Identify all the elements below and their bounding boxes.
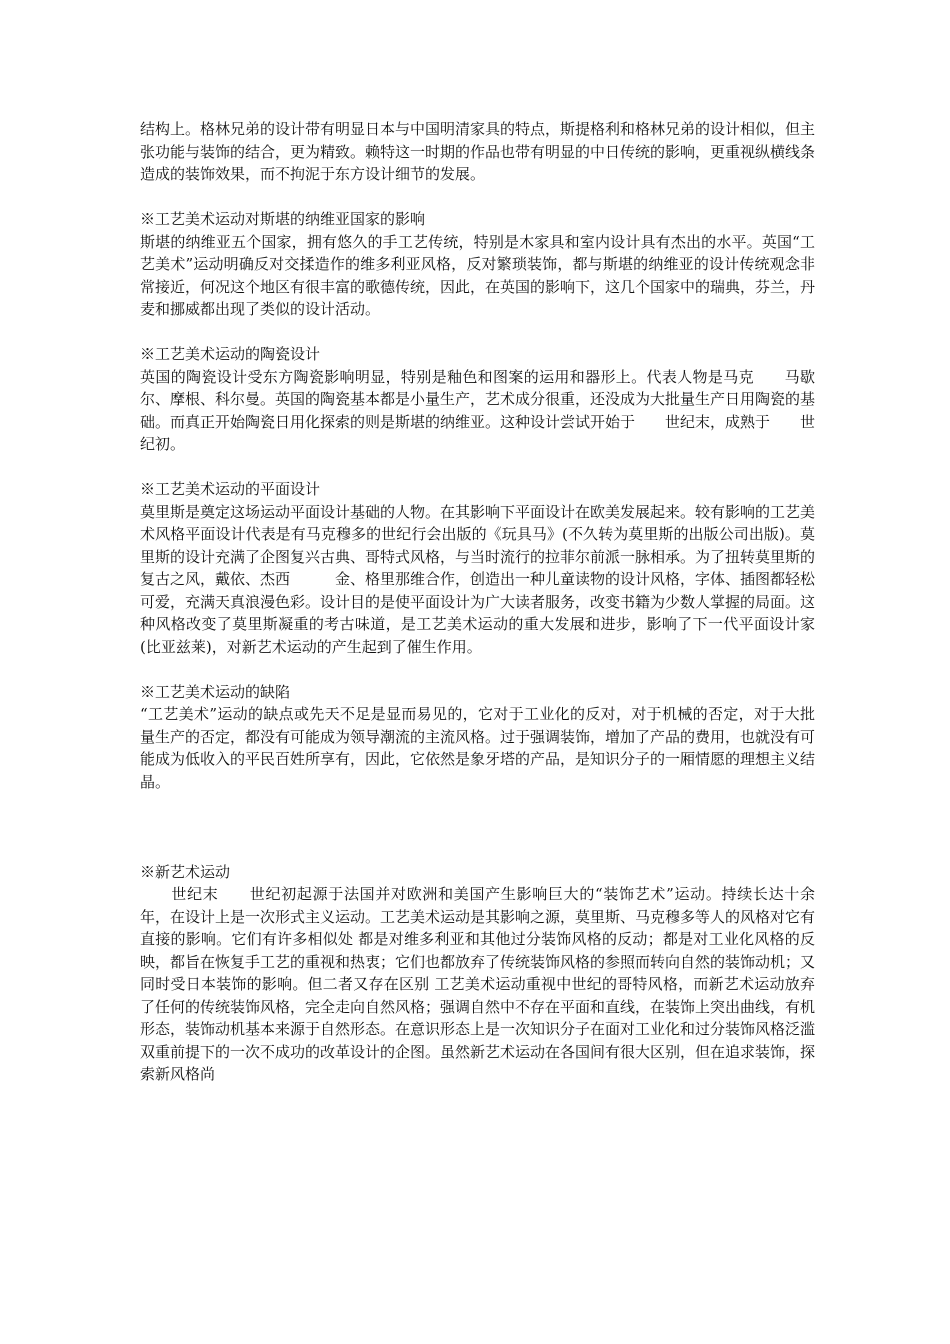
document-body <box>140 118 815 1086</box>
paragraph-spacer <box>140 456 815 479</box>
paragraph-spacer <box>140 321 815 344</box>
section-heading-shortcomings: ※工艺美术运动的缺陷 <box>140 682 291 701</box>
section-heading-art-nouveau: ※新艺术运动 <box>140 862 231 881</box>
paragraph-spacer <box>140 186 815 209</box>
paragraph-scandinavia: 斯堪的纳维亚五个国家，拥有悠久的手工艺传统，特别是木家具和室内设计具有杰出的水平。英国“工艺美术”运动明确反对交揉造作的维多利亚风格，反对繁琐装饰，都与斯堪的纳维亚的设计传统观念非常接近，何况这个地区有很丰富的歌德传统，因此，在英国的影响下，这几个国家中的瑞典，芬兰，丹麦和挪威都出现了类似的设计活动。 <box>140 232 816 318</box>
section-heading-graphic-design: ※工艺美术运动的平面设计 <box>140 480 321 498</box>
section-heading-ceramics: ※工艺美术运动的陶瓷设计 <box>140 345 321 363</box>
paragraph-ceramics: 英国的陶瓷设计受东方陶瓷影响明显，特别是釉色和图案的运用和器形上。代表人物是马克 马歇尔、摩根、科尔曼。英国的陶瓷基本都是小量生产，艺术成分很重，还没成为大批量生产日用陶瓷的基础。而真正开始陶瓷日用化探索的则是斯堪的纳维亚。这种设计尝试开始于 世纪末，成熟于 世纪初。 <box>140 367 816 453</box>
paragraph-art-nouveau: 世纪末 世纪初起源于法国并对欧洲和美国产生影响巨大的“装饰艺术”运动。持续长达十余年，在设计上是一次形式主义运动。工艺美术运动是其影响之源，莫里斯、马克穆多等人的风格对它有直接的影响。它们有许多相似处 都是对维多利亚和其他过分装饰风格的反动；都是对工业化风格的反映，都旨在恢复手工艺的重视和热衷；它们也都放弃了传统装饰风格的参照而转向自然的装饰动机；又同时受日本装饰的影响。但二者又存在区别 工艺美术运动重视中世纪的哥特风格，而新艺术运动放弃了任何的传统装饰风格，完全走向自然风格；强调自然中不存在平面和直线，在装饰上突出曲线，有机形态，装饰动机基本来源于自然形态。在意识形态上是一次知识分子在面对工业化和过分装饰风格泛滥双重前提下的一次不成功的改革设计的企图。虽然新艺术运动在各国间有很大区别，但在追求装饰，探索新风格尚 <box>140 885 816 1083</box>
section-heading-scandinavia: ※工艺美术运动对斯堪的纳维亚国家的影响 <box>140 210 426 228</box>
paragraph-graphic-design: 莫里斯是奠定这场运动平面设计基础的人物。在其影响下平面设计在欧美发展起来。较有影响的工艺美术风格平面设计代表是有马克穆多的世纪行会出版的《玩具马》(不久转为莫里斯的出版公司出版)。莫里斯的设计充满了企图复兴古典、哥特式风格，与当时流行的拉菲尔前派一脉相承。为了扭转莫里斯的复古之风，戴依、杰西 金、格里那维合作，创造出一种儿童读物的设计风格，字体、插图都轻松可爱，充满天真浪漫色彩。设计目的是使平面设计为广大读者服务，改变书籍为少数人掌握的局面。这种风格改变了莫里斯凝重的考古味道，是工艺美术运动的重大发展和进步，影响了下一代平面设计家(比亚兹莱)，对新艺术运动的产生起到了催生作用。 <box>140 502 816 656</box>
paragraph-spacer <box>140 658 815 681</box>
section-spacer <box>140 793 815 861</box>
paragraph-intro: 结构上。格林兄弟的设计带有明显日本与中国明清家具的特点，斯提格利和格林兄弟的设计相似，但主张功能与装饰的结合，更为精致。赖特这一时期的作品也带有明显的中日传统的影响，更重视纵横线条造成的装饰效果，而不拘泥于东方设计细节的发展。 <box>140 120 816 183</box>
paragraph-shortcomings: “工艺美术”运动的缺点或先天不足是显而易见的，它对于工业化的反对，对于机械的否定，对于大批量生产的否定，都没有可能成为领导潮流的主流风格。过于强调装饰，增加了产品的费用，也就没有可能成为低收入的平民百姓所享有，因此，它依然是象牙塔的产品，是知识分子的一厢情愿的理想主义结晶。 <box>140 705 816 791</box>
